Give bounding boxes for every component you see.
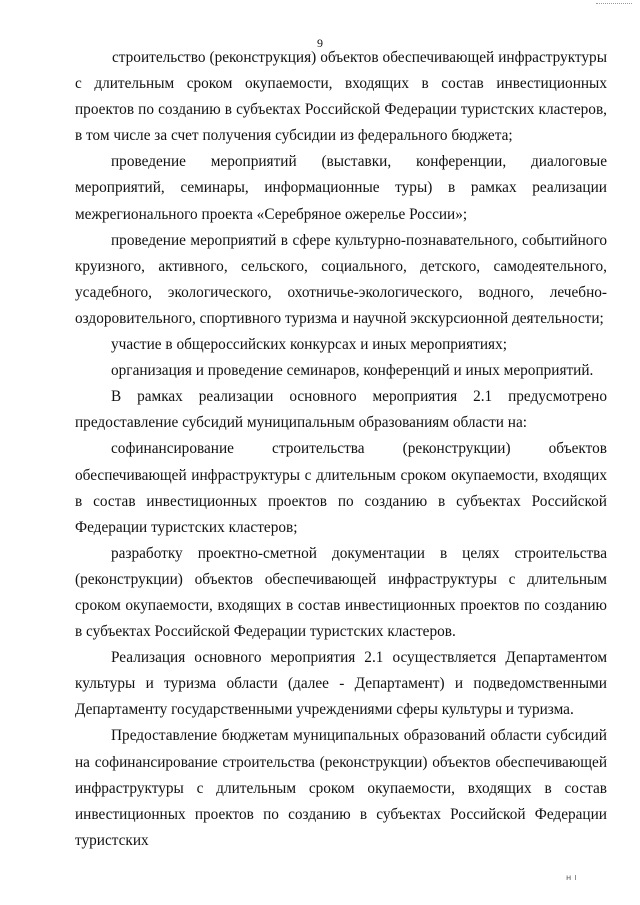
paragraph-silver-necklace-events: проведение мероприятий (выставки, конференции, диалоговые мероприятий, семинары, информационные туры) в рамках реализации межрегионального проекта «Серебряное ожерелье России»; [75, 153, 607, 223]
paragraph-budget-subsidies: Предоставление бюджетам муниципальных образований области субсидий на софинансирование строительства (реконструкции) объектов обеспечивающей инфраструктуры с длительным сроком окупаемости, входящих в состав инвестиционных проектов по созданию в субъектах Российской Федерации туристских [75, 727, 607, 849]
paragraph-design-documentation: разработку проектно-сметной документации в целях строительства (реконструкции) объектов обеспечивающей инфраструктуры с длительным сроком окупаемости, входящих в состав инвестиционных проектов по созданию в субъектах Российской Федерации туристских кластеров. [75, 544, 607, 641]
paragraph-cofinancing: софинансирование строительства (реконструкции) объектов обеспечивающей инфраструктуры с длительным сроком окупаемости, входящих в состав инвестиционных проектов по созданию в субъектах Российской Федерации туристских кластеров; [75, 440, 607, 536]
document-body [75, 45, 607, 854]
paragraph-measure-2-1-subsidies: В рамках реализации основного мероприятия 2.1 предусмотрено предоставление субсидий муниципальным образованиям области на: [75, 388, 607, 432]
paragraph-seminars: организация и проведение семинаров, конференций и иных мероприятий. [111, 362, 594, 380]
page-number: 9 [317, 36, 323, 50]
paragraph-implementation-department: Реализация основного мероприятия 2.1 осуществляется Департаментом культуры и туризма области (далее - Департамент) и подведомственными Департаменту государственными учреждениями сферы культуры и туризма. [75, 649, 607, 719]
top-edge-mark [596, 0, 632, 4]
paragraph-contests: участие в общероссийских конкурсах и иных мероприятиях; [111, 336, 507, 354]
paragraph-infrastructure-construction: строительство (реконструкция) объектов обеспечивающей инфраструктуры с длительным сроком окупаемости, входящих в состав инвестиционных проектов по созданию в субъектах Российской Федерации туристских кластеров, в том числе за счет получения субсидии из федерального бюджета; [75, 49, 607, 145]
paragraph-tourism-events: проведение мероприятий в сфере культурно-познавательного, событийного круизного, активного, сельского, социального, детского, самодеятельного, усадебного, экологического, охотничье-экологического, водного, лечебно-оздоровительного, спортивного туризма и научной экскурсионной деятельности; [75, 231, 607, 327]
footer-mark: н । [566, 873, 577, 882]
